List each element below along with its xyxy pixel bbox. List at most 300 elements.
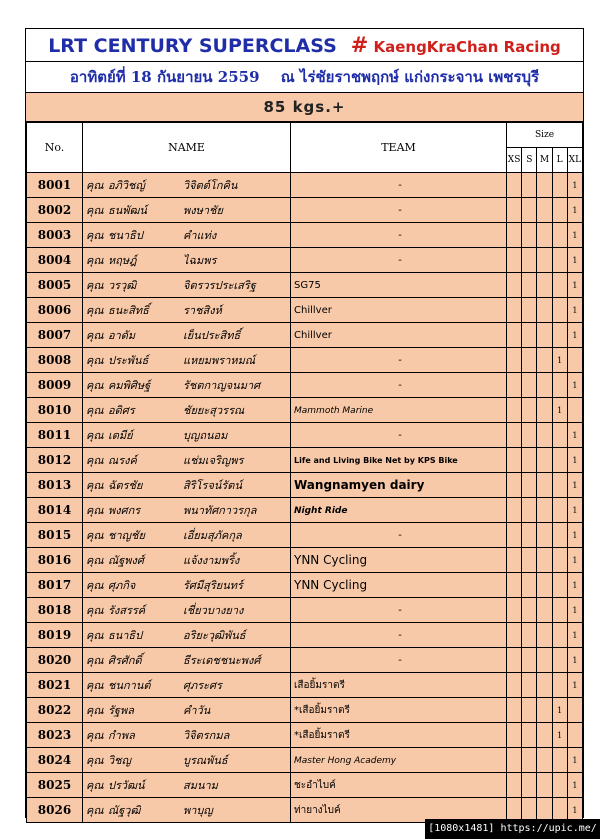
name-prefix: คุณ: [86, 429, 104, 442]
size-cell-m: [537, 223, 552, 248]
hashtag-label: KaengKraChan Racing: [373, 38, 561, 56]
table-row: [27, 448, 583, 473]
size-cell-xs: [507, 298, 522, 323]
rider-name: [83, 548, 291, 573]
last-name: พาบุญ: [183, 804, 213, 817]
team-name: Wangnamyen dairy: [294, 478, 425, 492]
size-cell-xs: [507, 598, 522, 623]
size-header-s: S: [522, 148, 537, 173]
size-cell-xl: 1: [567, 673, 582, 698]
size-cell-xl: 1: [567, 273, 582, 298]
first-name: ณัฐวุฒิ: [108, 804, 141, 817]
table-row: [27, 573, 583, 598]
roster-sheet: [25, 28, 584, 818]
team-name: -: [398, 229, 402, 241]
size-cell-m: [537, 523, 552, 548]
table-row: [27, 548, 583, 573]
size-cell-l: [552, 648, 567, 673]
first-name: อาดัม: [108, 329, 136, 342]
size-cell-xs: [507, 623, 522, 648]
last-name: ไฉมพร: [183, 254, 217, 267]
size-cell-xs: [507, 423, 522, 448]
size-header-xs: XS: [507, 148, 522, 173]
first-name: วรวุฒิ: [108, 279, 137, 292]
last-name: สิริโรจน์รัตน์: [183, 479, 242, 492]
first-name: อดิศร: [108, 404, 135, 417]
size-cell-xl: [567, 698, 582, 723]
col-no-header: No.: [27, 123, 83, 173]
table-row: [27, 423, 583, 448]
size-cell-xs: [507, 648, 522, 673]
rider-name: [83, 473, 291, 498]
size-cell-xl: 1: [567, 373, 582, 398]
team-name: Master Hong Academy: [294, 755, 397, 766]
rider-number: 8021: [27, 673, 83, 698]
rider-name: [83, 223, 291, 248]
last-name: สมนาม: [183, 779, 218, 792]
size-cell-m: [537, 423, 552, 448]
table-row: [27, 498, 583, 523]
last-name: อริยะวุฒิพันธ์: [183, 629, 246, 642]
table-row: [27, 398, 583, 423]
last-name: พงษาชัย: [183, 204, 223, 217]
rider-name: [83, 673, 291, 698]
last-name: ชัยยะสุวรรณ: [183, 404, 245, 417]
size-cell-l: [552, 498, 567, 523]
team-name: Mammoth Marine: [294, 405, 374, 416]
table-row: [27, 273, 583, 298]
rider-name: [83, 198, 291, 223]
table-row: [27, 323, 583, 348]
rider-name: [83, 698, 291, 723]
size-cell-xl: 1: [567, 498, 582, 523]
rider-name: [83, 623, 291, 648]
name-prefix: คุณ: [86, 729, 104, 742]
name-prefix: คุณ: [86, 779, 104, 792]
first-name: พงศกร: [108, 504, 141, 517]
size-cell-m: [537, 448, 552, 473]
name-prefix: คุณ: [86, 754, 104, 767]
size-cell-xs: [507, 498, 522, 523]
size-cell-xl: 1: [567, 798, 582, 823]
rider-name: [83, 248, 291, 273]
team-name: -: [398, 354, 402, 366]
size-cell-m: [537, 548, 552, 573]
size-cell-xl: [567, 723, 582, 748]
first-name: รัฐพล: [108, 704, 134, 717]
size-cell-s: [522, 323, 537, 348]
team-cell: [291, 748, 507, 773]
last-name: ธีระเดชชนะพงศ์: [183, 654, 261, 667]
size-cell-xl: 1: [567, 573, 582, 598]
size-cell-l: [552, 173, 567, 198]
name-prefix: คุณ: [86, 354, 104, 367]
name-prefix: คุณ: [86, 179, 104, 192]
size-cell-xl: 1: [567, 173, 582, 198]
team-cell: [291, 248, 507, 273]
team-name: Night Ride: [294, 505, 348, 516]
team-name: YNN Cycling: [294, 553, 368, 567]
image-watermark: [1080x1481] https://upic.me/: [425, 819, 600, 839]
table-row: [27, 598, 583, 623]
size-cell-s: [522, 498, 537, 523]
last-name: จิตรวรประเสริฐ: [183, 279, 256, 292]
rider-number: 8016: [27, 548, 83, 573]
size-cell-l: [552, 673, 567, 698]
rider-name: [83, 323, 291, 348]
size-cell-s: [522, 348, 537, 373]
event-date-venue: [26, 62, 583, 93]
first-name: ปรวัฒน์: [108, 779, 145, 792]
size-cell-xs: [507, 673, 522, 698]
size-cell-l: [552, 298, 567, 323]
size-cell-xs: [507, 173, 522, 198]
size-cell-xs: [507, 198, 522, 223]
size-cell-xl: 1: [567, 623, 582, 648]
first-name: ชาญชัย: [108, 529, 145, 542]
rider-number: 8003: [27, 223, 83, 248]
team-cell: [291, 423, 507, 448]
rider-table: [26, 122, 583, 823]
size-cell-m: [537, 698, 552, 723]
rider-number: 8001: [27, 173, 83, 198]
event-venue: ณ ไร่ชัยราชพฤกษ์ แก่งกระจาน เพชรบุรี: [280, 68, 540, 86]
rider-number: 8009: [27, 373, 83, 398]
size-cell-s: [522, 173, 537, 198]
size-cell-xl: 1: [567, 248, 582, 273]
col-team-header: TEAM: [291, 123, 507, 173]
table-row: [27, 223, 583, 248]
size-cell-s: [522, 648, 537, 673]
team-cell: [291, 723, 507, 748]
team-cell: [291, 348, 507, 373]
size-cell-xs: [507, 273, 522, 298]
size-cell-xs: [507, 523, 522, 548]
team-cell: [291, 473, 507, 498]
team-cell: [291, 223, 507, 248]
rider-number: 8006: [27, 298, 83, 323]
team-name: -: [398, 429, 402, 441]
rider-number: 8013: [27, 473, 83, 498]
size-cell-s: [522, 298, 537, 323]
size-cell-l: 1: [552, 398, 567, 423]
size-cell-xs: [507, 373, 522, 398]
table-row: [27, 698, 583, 723]
first-name: เตมีย์: [108, 429, 133, 442]
table-row: [27, 773, 583, 798]
size-cell-s: [522, 398, 537, 423]
table-row: [27, 623, 583, 648]
team-cell: [291, 673, 507, 698]
last-name: บุญถนอม: [183, 429, 228, 442]
team-name: Chillver: [294, 304, 332, 316]
size-cell-m: [537, 748, 552, 773]
size-cell-l: [552, 548, 567, 573]
team-cell: [291, 498, 507, 523]
size-cell-xl: 1: [567, 423, 582, 448]
size-cell-m: [537, 198, 552, 223]
team-cell: [291, 298, 507, 323]
last-name: บูรณพันธ์: [183, 754, 228, 767]
rider-name: [83, 748, 291, 773]
first-name: ณรงค์: [108, 454, 137, 467]
first-name: ณัฐพงศ์: [108, 554, 144, 567]
last-name: คำแท่ง: [183, 229, 217, 242]
size-cell-xl: 1: [567, 773, 582, 798]
size-cell-s: [522, 273, 537, 298]
team-cell: [291, 548, 507, 573]
team-name: -: [398, 254, 402, 266]
size-cell-l: [552, 773, 567, 798]
team-cell: [291, 648, 507, 673]
size-cell-xl: 1: [567, 548, 582, 573]
last-name: คำวัน: [183, 704, 211, 717]
name-prefix: คุณ: [86, 379, 104, 392]
rider-number: 8019: [27, 623, 83, 648]
rider-name: [83, 723, 291, 748]
size-cell-m: [537, 723, 552, 748]
col-name-header: NAME: [83, 123, 291, 173]
rider-number: 8002: [27, 198, 83, 223]
size-cell-l: [552, 423, 567, 448]
rider-name: [83, 423, 291, 448]
last-name: ราชสิงห์: [183, 304, 222, 317]
team-name: YNN Cycling: [294, 578, 368, 592]
last-name: รัชตกาญจนมาศ: [183, 379, 261, 392]
name-prefix: คุณ: [86, 654, 104, 667]
last-name: แจ้งงามพริ้ง: [183, 554, 240, 567]
size-cell-s: [522, 723, 537, 748]
weight-category: 85 kgs.+: [26, 93, 583, 122]
team-cell: [291, 198, 507, 223]
name-prefix: คุณ: [86, 404, 104, 417]
team-cell: [291, 573, 507, 598]
table-row: [27, 748, 583, 773]
name-prefix: คุณ: [86, 554, 104, 567]
size-cell-s: [522, 548, 537, 573]
name-prefix: คุณ: [86, 479, 104, 492]
table-row: [27, 373, 583, 398]
first-name: วิชญ: [108, 754, 132, 767]
name-prefix: คุณ: [86, 229, 104, 242]
size-cell-l: [552, 248, 567, 273]
rider-number: 8024: [27, 748, 83, 773]
size-cell-xl: [567, 398, 582, 423]
size-cell-xs: [507, 323, 522, 348]
name-prefix: คุณ: [86, 504, 104, 517]
last-name: แช่มเจริญพร: [183, 454, 244, 467]
size-cell-l: [552, 373, 567, 398]
size-cell-s: [522, 198, 537, 223]
size-cell-m: [537, 398, 552, 423]
name-prefix: คุณ: [86, 279, 104, 292]
rider-number: 8004: [27, 248, 83, 273]
size-cell-l: [552, 223, 567, 248]
team-name: -: [398, 179, 402, 191]
name-prefix: คุณ: [86, 329, 104, 342]
size-cell-m: [537, 623, 552, 648]
size-cell-xl: 1: [567, 298, 582, 323]
team-name: -: [398, 654, 402, 666]
size-cell-m: [537, 598, 552, 623]
rider-name: [83, 398, 291, 423]
team-name: -: [398, 604, 402, 616]
size-cell-xs: [507, 223, 522, 248]
team-cell: [291, 323, 507, 348]
rider-number: 8020: [27, 648, 83, 673]
size-cell-l: [552, 573, 567, 598]
team-name: -: [398, 379, 402, 391]
size-cell-xs: [507, 548, 522, 573]
rider-name: [83, 173, 291, 198]
team-name: ท่ายางไบค์: [294, 804, 341, 816]
team-cell: [291, 698, 507, 723]
team-cell: [291, 773, 507, 798]
rider-name: [83, 648, 291, 673]
rider-name: [83, 773, 291, 798]
size-cell-xl: 1: [567, 223, 582, 248]
size-cell-m: [537, 298, 552, 323]
table-row: [27, 523, 583, 548]
first-name: ฉัตรชัย: [108, 479, 143, 492]
team-name: *เสือยิ้มราตรี: [294, 704, 350, 716]
rider-number: 8015: [27, 523, 83, 548]
last-name: เชี่ยวบางยาง: [183, 604, 244, 617]
size-cell-l: [552, 473, 567, 498]
size-cell-l: [552, 598, 567, 623]
name-prefix: คุณ: [86, 629, 104, 642]
team-cell: [291, 448, 507, 473]
rider-number: 8008: [27, 348, 83, 373]
team-name: ชะอำไบค์: [294, 779, 336, 791]
size-cell-xl: 1: [567, 598, 582, 623]
size-cell-xl: 1: [567, 523, 582, 548]
first-name: กำพล: [108, 729, 135, 742]
size-cell-m: [537, 323, 552, 348]
rider-number: 8022: [27, 698, 83, 723]
team-name: เสือยิ้มราตรี: [294, 679, 345, 691]
first-name: ประพันธ์: [108, 354, 149, 367]
first-name: ธนาธิป: [108, 629, 143, 642]
name-prefix: คุณ: [86, 454, 104, 467]
size-cell-m: [537, 773, 552, 798]
size-cell-xl: 1: [567, 323, 582, 348]
size-cell-l: 1: [552, 723, 567, 748]
name-prefix: คุณ: [86, 679, 104, 692]
name-prefix: คุณ: [86, 579, 104, 592]
event-title-bar: [26, 29, 583, 62]
team-cell: [291, 273, 507, 298]
size-cell-l: [552, 623, 567, 648]
name-prefix: คุณ: [86, 254, 104, 267]
size-header-xl: XL: [567, 148, 582, 173]
size-cell-xs: [507, 723, 522, 748]
last-name: พนาทัศกาวรกุล: [183, 504, 257, 517]
size-cell-s: [522, 623, 537, 648]
team-cell: [291, 623, 507, 648]
size-cell-s: [522, 373, 537, 398]
size-cell-xl: 1: [567, 448, 582, 473]
size-cell-xs: [507, 748, 522, 773]
first-name: หฤษฎ์: [108, 254, 137, 267]
last-name: แหยมพราหมณ์: [183, 354, 256, 367]
first-name: รังสรรค์: [108, 604, 146, 617]
col-size-header: Size: [507, 123, 583, 148]
rider-number: 8025: [27, 773, 83, 798]
rider-number: 8012: [27, 448, 83, 473]
first-name: ศิรศักดิ์: [108, 654, 142, 667]
table-row: [27, 723, 583, 748]
team-name: -: [398, 204, 402, 216]
first-name: ชนาธิป: [108, 229, 143, 242]
rider-name: [83, 598, 291, 623]
size-cell-m: [537, 373, 552, 398]
size-cell-l: [552, 448, 567, 473]
size-cell-l: [552, 748, 567, 773]
size-cell-m: [537, 248, 552, 273]
team-name: *เสือยิ้มราตรี: [294, 729, 350, 741]
team-cell: [291, 523, 507, 548]
table-row: [27, 298, 583, 323]
size-cell-m: [537, 673, 552, 698]
rider-number: 8017: [27, 573, 83, 598]
size-cell-s: [522, 773, 537, 798]
rider-rows: [27, 173, 583, 823]
event-title: LRT CENTURY SUPERCLASS: [48, 35, 337, 57]
name-prefix: คุณ: [86, 604, 104, 617]
size-cell-xs: [507, 573, 522, 598]
size-cell-s: [522, 523, 537, 548]
name-prefix: คุณ: [86, 204, 104, 217]
last-name: เย็นประสิทธิ์: [183, 329, 241, 342]
size-cell-xl: 1: [567, 748, 582, 773]
team-cell: [291, 598, 507, 623]
team-name: -: [398, 629, 402, 641]
rider-name: [83, 373, 291, 398]
table-row: [27, 648, 583, 673]
event-date: อาทิตย์ที่ 18 กันยายน 2559: [69, 68, 260, 86]
team-name: Life and Living Bike Net by KPS Bike: [294, 455, 458, 465]
size-cell-xl: 1: [567, 198, 582, 223]
size-cell-s: [522, 473, 537, 498]
size-cell-xs: [507, 348, 522, 373]
rider-number: 8023: [27, 723, 83, 748]
size-cell-s: [522, 673, 537, 698]
size-cell-s: [522, 598, 537, 623]
rider-name: [83, 273, 291, 298]
size-cell-s: [522, 423, 537, 448]
table-row: [27, 248, 583, 273]
size-cell-xs: [507, 448, 522, 473]
size-cell-m: [537, 273, 552, 298]
size-header-l: L: [552, 148, 567, 173]
team-cell: [291, 173, 507, 198]
rider-name: [83, 798, 291, 823]
size-cell-l: 1: [552, 698, 567, 723]
team-cell: [291, 373, 507, 398]
rider-number: 8026: [27, 798, 83, 823]
size-cell-xs: [507, 773, 522, 798]
team-name: SG75: [294, 279, 321, 291]
last-name: เอี่ยมสุภัคกุล: [183, 529, 242, 542]
first-name: คมพิศิษฐ์: [108, 379, 151, 392]
first-name: อภิวิชญ์: [108, 179, 145, 192]
first-name: ศุภกิจ: [108, 579, 136, 592]
size-cell-s: [522, 448, 537, 473]
rider-name: [83, 348, 291, 373]
rider-name: [83, 498, 291, 523]
first-name: ชนกานต์: [108, 679, 151, 692]
